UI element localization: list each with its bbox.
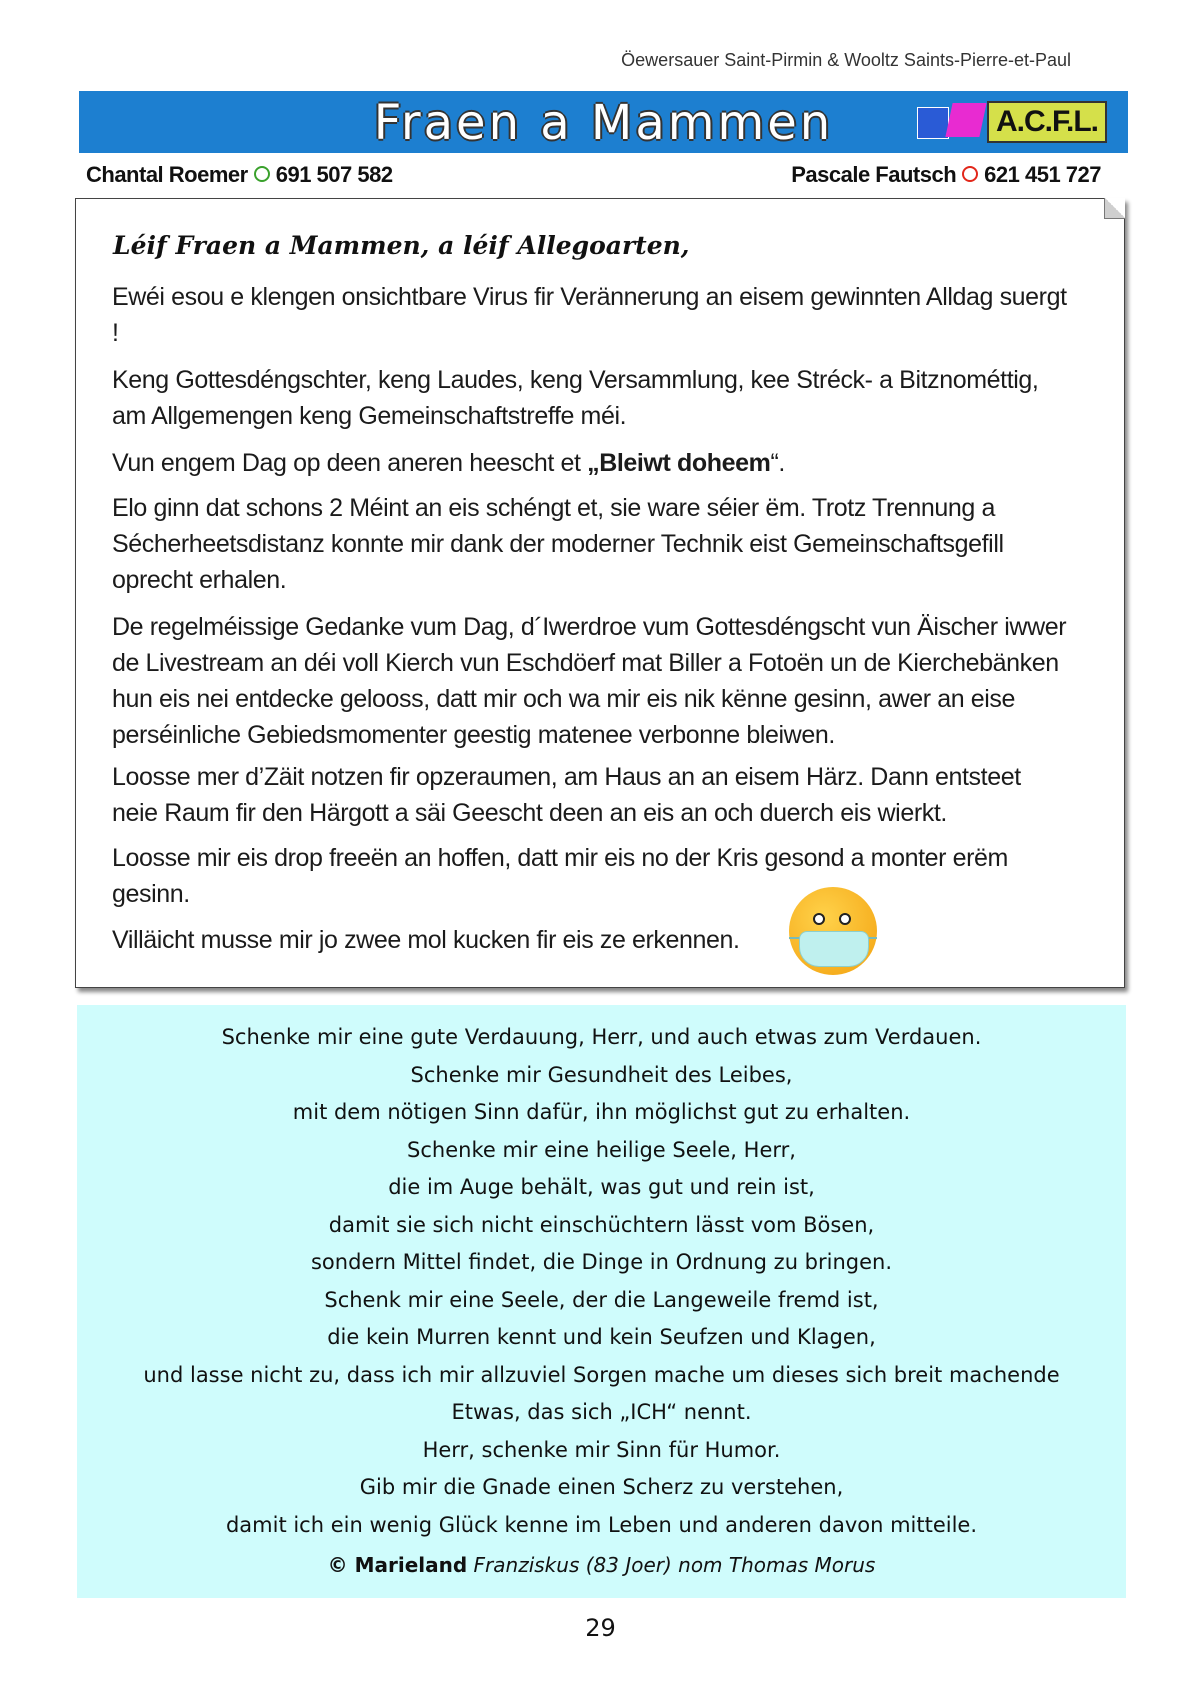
- letter-note: [75, 198, 1125, 988]
- phone-icon: [254, 166, 270, 182]
- prayer-line: Schenk mir eine Seele, der die Langeweile fremd ist,: [324, 1288, 879, 1312]
- contact-left-name: Chantal Roemer: [86, 162, 248, 187]
- prayer-line: Schenke mir Gesundheit des Leibes,: [410, 1063, 793, 1087]
- prayer-credit: [77, 1553, 1126, 1577]
- letter-paragraph: Villäicht musse mir jo zwee mol kucken fir eis ze erkennen.: [112, 926, 740, 954]
- prayer-line: damit sie sich nicht einschüchtern lässt vom Bösen,: [328, 1213, 875, 1237]
- credit-author: Franziskus (83 Joer) nom Thomas Morus: [473, 1553, 876, 1577]
- prayer-line: Schenke mir eine heilige Seele, Herr,: [407, 1138, 796, 1162]
- contact-right-phone: 621 451 727: [984, 162, 1101, 187]
- banner-title: Fraen a Mammen: [373, 95, 834, 151]
- prayer-line: Gib mir die Gnade einen Scherz zu verstehen,: [359, 1475, 844, 1499]
- prayer-line: Schenke mir eine gute Verdauung, Herr, und auch etwas zum Verdauen.: [221, 1025, 982, 1049]
- stay-home-after: “.: [770, 449, 785, 477]
- contact-right: [791, 162, 1101, 188]
- letter-paragraph: Ewéi esou e klengen onsichtbare Virus fir Verännerung an eisem gewinnten Alldag suergt !: [112, 283, 1067, 347]
- stay-home-bold: „Bleiwt doheem: [587, 449, 771, 477]
- prayer-line: damit ich ein wenig Glück kenne im Leben und anderen davon mitteile.: [225, 1513, 978, 1537]
- letter-paragraph: Elo ginn dat schons 2 Méint an eis schéngt et, sie ware séier ëm. Trotz Trennung a Sécherheetsdistanz konnte mir dank der moderner Technik eist Gemeinschaftsgefill oprecht erhalen.: [112, 494, 1004, 594]
- prayer-line: Etwas, das sich „ICH“ nennt.: [451, 1400, 752, 1424]
- letter-greeting: Léif Fraen a Mammen, a léif Allegoarten,: [113, 231, 690, 260]
- face-with-mask-icon: [789, 887, 877, 975]
- prayer-line: Herr, schenke mir Sinn für Humor.: [422, 1438, 781, 1462]
- phone-icon: [962, 166, 978, 182]
- page-fold-corner: [1104, 198, 1125, 219]
- letter-paragraph: Loosse mer d’Zäit notzen fir opzeraumen, am Haus an an eisem Härz. Dann entsteet neie Raum fir den Härgott a säi Geescht deen an eis an och duerch eis wierkt.: [112, 763, 1021, 827]
- logo-text: A.C.F.L.: [987, 101, 1107, 143]
- letter-paragraph-stay-home: [112, 445, 1072, 481]
- prayer-line: die im Auge behält, was gut und rein ist,: [388, 1175, 815, 1199]
- page-number: 29: [585, 1614, 616, 1642]
- credit-source: © Marieland: [327, 1553, 468, 1577]
- logo-pink-square: [945, 103, 986, 137]
- prayer-line: die kein Murren kennt und kein Seufzen und Klagen,: [327, 1325, 876, 1349]
- prayer-line: sondern Mittel findet, die Dinge in Ordnung zu bringen.: [310, 1250, 893, 1274]
- prayer-box: [77, 1005, 1126, 1598]
- contact-left-phone: 691 507 582: [275, 162, 393, 187]
- acfl-logo: [917, 97, 1117, 145]
- letter-paragraph: Keng Gottesdéngschter, keng Laudes, keng Versammlung, kee Stréck- a Bitznométtig, am Allgemengen keng Gemeinschaftstreffe méi.: [112, 366, 1039, 430]
- parish-header: Öewersauer Saint-Pirmin & Wooltz Saints-Pierre-et-Paul: [621, 50, 1071, 70]
- contact-right-name: Pascale Fautsch: [791, 162, 957, 187]
- letter-paragraph: De regelméissige Gedanke vum Dag, d´Iwerdroe vum Gottesdéngscht vun Äischer iwwer de Livestream an déi voll Kierch vun Eschdöerf mat Biller a Fotoën un de Kierchebänken hun eis nei entdecke gelooss, datt mir och wa mir eis nik kënne gesinn, awer an eise perséinliche Gebiedsmomenter geestig matenee verbonne bleiwen.: [112, 613, 1067, 749]
- prayer-line: und lasse nicht zu, dass ich mir allzuviel Sorgen mache um dieses sich breit machende: [143, 1363, 1060, 1387]
- stay-home-before: Vun engem Dag op deen aneren heescht et: [112, 449, 588, 477]
- prayer-line: mit dem nötigen Sinn dafür, ihn möglichst gut zu erhalten.: [292, 1100, 911, 1124]
- letter-paragraph: Loosse mir eis drop freeën an hoffen, datt mir eis no der Kris gesond a monter erëm gesinn.: [112, 844, 1008, 908]
- contact-left: [86, 162, 393, 188]
- logo-blue-square: [917, 107, 949, 139]
